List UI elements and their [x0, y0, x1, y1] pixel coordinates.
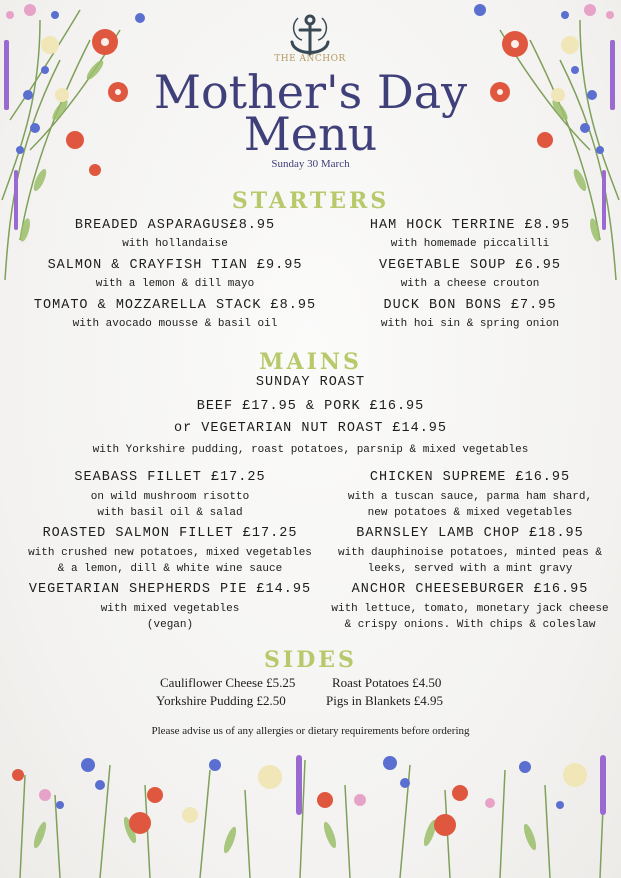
- sunday-roast-vegetarian: or VEGETARIAN NUT ROAST £14.95: [173, 421, 448, 436]
- dish-name: BREADED ASPARAGUS£8.95: [74, 218, 276, 233]
- dish-description: with hollandaise: [122, 238, 228, 250]
- dish-description: with dauphinoise potatoes, minted peas &: [337, 547, 603, 559]
- page-title-line2: Menu: [243, 107, 378, 161]
- dish-name: VEGETABLE SOUP £6.95: [378, 258, 562, 273]
- dish-name: HAM HOCK TERRINE £8.95: [369, 218, 571, 233]
- dish-description: with basil oil & salad: [97, 507, 243, 519]
- dish-description: (vegan): [146, 619, 194, 631]
- dish-name: SALMON & CRAYFISH TIAN £9.95: [47, 258, 303, 273]
- dish-name: DUCK BON BONS £7.95: [383, 298, 557, 313]
- dish-description: with mixed vegetables: [100, 603, 240, 615]
- starters-heading: STARTERS: [231, 188, 390, 214]
- brand-name: THE ANCHOR: [274, 54, 346, 64]
- dish-name: ROASTED SALMON FILLET £17.25: [42, 526, 298, 541]
- sunday-roast-prices: BEEF £17.95 & PORK £16.95: [196, 399, 425, 414]
- dish-name: ANCHOR CHEESEBURGER £16.95: [351, 582, 589, 597]
- mains-left-column: [0, 470, 340, 635]
- anchor-icon: [280, 12, 340, 60]
- dish-description: with a lemon & dill mayo: [95, 278, 255, 290]
- dish-description: with avocado mousse & basil oil: [72, 318, 278, 330]
- dish-description: with lettuce, tomato, monetary jack cheese: [331, 603, 609, 615]
- dish-description: with homemade piccalilli: [390, 238, 550, 250]
- dish-name: TOMATO & MOZZARELLA STACK £8.95: [33, 298, 317, 313]
- dish-description: with crushed new potatoes, mixed vegetables: [28, 547, 312, 559]
- dish-description: & a lemon, dill & white wine sauce: [57, 563, 283, 575]
- sides-heading: SIDES: [264, 647, 357, 673]
- dish-description: new potatoes & mixed vegetables: [367, 507, 573, 519]
- dish-description: with a cheese crouton: [400, 278, 540, 290]
- side-item: Cauliflower Cheese £5.25: [160, 675, 296, 690]
- dish-name: BARNSLEY LAMB CHOP £18.95: [356, 526, 584, 541]
- sunday-roast-description: with Yorkshire pudding, roast potatoes, parsnip & mixed vegetables: [92, 444, 529, 456]
- dish-description: leeks, served with a mint gravy: [367, 563, 573, 575]
- mains-right-column: [320, 470, 620, 635]
- side-item: Pigs in Blankets £4.95: [326, 693, 444, 708]
- mains-heading: MAINS: [259, 349, 362, 375]
- floral-bottom-decoration: [0, 745, 621, 878]
- dish-name: CHICKEN SUPREME £16.95: [369, 470, 571, 485]
- starters-right-column: [320, 218, 620, 338]
- dish-name: VEGETARIAN SHEPHERDS PIE £14.95: [28, 582, 312, 597]
- dish-name: SEABASS FILLET £17.25: [74, 470, 266, 485]
- dish-description: with a tuscan sauce, parma ham shard,: [347, 491, 593, 503]
- side-item: Yorkshire Pudding £2.50: [156, 693, 286, 708]
- starters-left-column: [10, 218, 340, 338]
- side-item: Roast Potatoes £4.50: [332, 675, 442, 690]
- dish-description: on wild mushroom risotto: [90, 491, 250, 503]
- allergy-note: Please advise us of any allergies or dietary requirements before ordering: [151, 725, 470, 737]
- sunday-roast-title: SUNDAY ROAST: [255, 375, 366, 390]
- dish-description: & crispy onions. With chips & coleslaw: [344, 619, 596, 631]
- dish-description: with hoi sin & spring onion: [380, 318, 560, 330]
- event-date: Sunday 30 March: [271, 158, 350, 170]
- page-title-line1: Mother's Day: [153, 65, 468, 119]
